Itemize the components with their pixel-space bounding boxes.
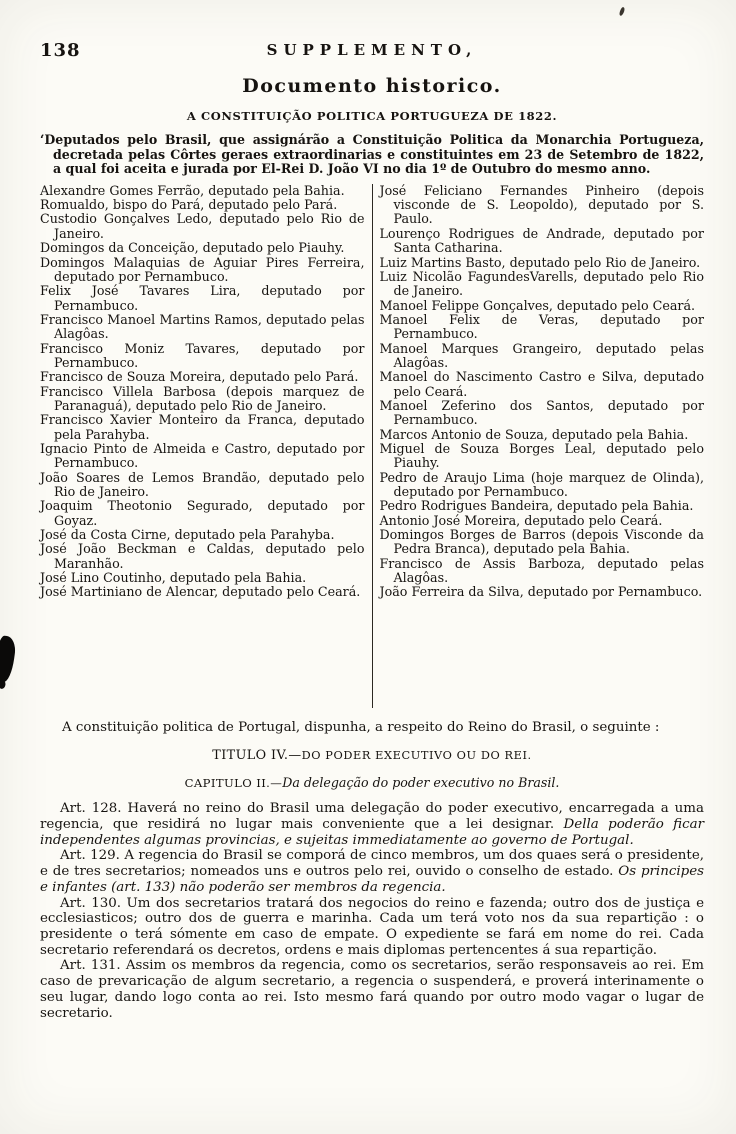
article-paragraph (40, 896, 704, 959)
deputy-entry: Custodio Gonçalves Ledo, deputado pelo Rio de Janeiro. (40, 211, 365, 241)
deputy-entry: Francisco Xavier Monteiro da Franca, deputado pela Parahyba. (40, 412, 365, 442)
titulo-label: TITULO IV.— (212, 748, 302, 764)
capitulo-label: CAPITULO II.— (184, 776, 283, 791)
deputy-entry: Manoel Marques Grangeiro, deputado pelas Alagôas. (379, 340, 704, 370)
article-text: Art. 129. A regencia do Brasil se comporá de cinco membros, um dos quaes será o presidente, e de tres secretarios; nomeados uns e outros pelo rei, ouvido o conselho de estado. (40, 848, 704, 880)
deputy-entry: José da Costa Cirne, deputado pela Parahyba. (40, 527, 335, 543)
deputy-entry: Marcos Antonio de Souza, deputado pela Bahia. (379, 426, 689, 442)
deputy-entry: Francisco Moniz Tavares, deputado por Pernambuco. (40, 340, 365, 370)
article-paragraph (40, 801, 704, 848)
deputy-entry: Alexandre Gomes Ferrão, deputado pela Bahia. (40, 182, 345, 198)
supplement-header: SUPPLEMENTO, (266, 41, 478, 59)
deputies-right-column (373, 184, 705, 708)
deputies-left-column (40, 184, 372, 708)
deputy-entry: José João Beckman e Caldas, deputado pelo Maranhão. (40, 541, 365, 571)
titulo-title: DO PODER EXECUTIVO OU DO REI. (301, 749, 532, 763)
article-text-italic: Della poderão ficar independentes algumas provincias, e sujeitas immediatamente ao governo de Portugal. (40, 817, 705, 848)
deputy-entry: Manoel Zeferino dos Santos, deputado por Pernambuco. (379, 397, 704, 428)
deputy-entry: Ignacio Pinto de Almeida e Castro, deputado por Pernambuco. (40, 440, 365, 471)
deputy-entry: Miguel de Souza Borges Leal, deputado pelo Piauhy. (379, 440, 704, 471)
deputy-entry: Domingos da Conceição, deputado pelo Piauhy. (40, 240, 345, 256)
deputy-entry: Manoel Felippe Gonçalves, deputado pelo Ceará. (379, 297, 696, 313)
capitulo-title: Da delegação do poder executivo no Brasil. (282, 775, 560, 791)
article-text-italic: Os principes e infantes (art. 133) não poderão ser membros da regencia. (40, 864, 704, 895)
deputy-entry: Manoel do Nascimento Castro e Silva, deputado pelo Ceará. (379, 369, 704, 399)
deputy-entry: Pedro Rodrigues Bandeira, deputado pela Bahia. (379, 498, 694, 514)
article-paragraph (40, 848, 704, 895)
deputy-entry: Manoel Felix de Veras, deputado por Pernambuco. (379, 311, 704, 342)
deputy-entry: Francisco Manoel Martins Ramos, deputado pelas Alagôas. (40, 311, 365, 342)
article-text: Art. 131. Assim os membros da regencia, como os secretarios, serão responsaveis ao rei. Em caso de prevaricação de algum secretario, a regencia o suspenderá, e proverá interinamente o seu lugar, dando logo conta ao rei. Isto mesmo fará quando por outro modo vagar o lugar de secretario. (40, 958, 704, 1021)
deputies-columns (40, 184, 704, 708)
deputy-entry: João Soares de Lemos Brandão, deputado pelo Rio de Janeiro. (40, 469, 365, 499)
page-number: 138 (40, 40, 81, 61)
article-paragraph (40, 958, 704, 1021)
articles-section (40, 801, 704, 1021)
deputy-entry: Francisco de Souza Moreira, deputado pelo Pará. (40, 369, 359, 385)
article-text: Art. 130. Um dos secretarios tratará dos negocios do reino e fazenda; outro dos de justiça e ecclesiasticos; outro dos de guerra e marinha. Cada um terá voto nos da sua repartição : o presidente o terá sómente em caso de empate. O expediente se fará em nome do rei. Cada secretario referendará os decretos, ordens e mais diplomas pertencentes á sua repartição. (40, 895, 704, 958)
deputy-entry: Pedro de Araujo Lima (hoje marquez de Olinda), deputado por Pernambuco. (379, 469, 704, 499)
deputy-entry: Antonio José Moreira, deputado pelo Ceará. (379, 512, 663, 528)
deputy-entry: Francisco Villela Barbosa (depois marquez de Paranaguá), deputado pelo Rio de Janeiro. (40, 383, 365, 413)
deputy-entry: José Feliciano Fernandes Pinheiro (depois visconde de S. Leopoldo), deputado por S. Paulo. (379, 182, 704, 227)
deputy-entry: Domingos Malaquias de Aguiar Pires Ferreira, deputado por Pernambuco. (40, 254, 365, 284)
deputy-entry: Domingos Borges de Barros (depois Visconde da Pedra Branca), deputado pela Bahia. (379, 527, 704, 557)
deputy-entry: Romualdo, bispo do Pará, deputado pelo Pará. (40, 197, 338, 213)
page-header (40, 40, 704, 64)
deputy-entry: Luiz Martins Basto, deputado pelo Rio de Janeiro. (379, 254, 701, 270)
deputy-entry: Luiz Nicolão FagundesVarells, deputado pelo Rio de Janeiro. (379, 268, 704, 299)
intro-paragraph: ‘Deputados pelo Brasil, que assignárão a Constituição Politica da Monarchia Portugueza, decretada pelas Côrtes geraes extraordinarias e constituintes em 23 de Setembro de 1822, a qual foi aceita e jurada por El-Rei D. João VI no dia 1º de Outubro do mesmo anno. (40, 132, 704, 177)
document-subtitle: A CONSTITUIÇÃO POLITICA PORTUGUEZA DE 1822. (186, 109, 558, 123)
deputy-entry: Joaquim Theotonio Segurado, deputado por Goyaz. (40, 498, 365, 528)
deputy-entry: Lourenço Rodrigues de Andrade, deputado por Santa Catharina. (379, 225, 704, 256)
lead-paragraph: A constituição politica de Portugal, dispunha, a respeito do Reino do Brasil, o seguinte : (62, 719, 660, 735)
deputy-entry: Felix José Tavares Lira, deputado por Pernambuco. (40, 283, 365, 313)
capitulo-heading (40, 775, 704, 790)
article-text: Art. 128. Haverá no reino do Brasil uma delegação do poder executivo, encarregada a uma regencia, que residirá no lugar mais conveniente que a lei designar. (40, 801, 704, 833)
deputy-entry: José Lino Coutinho, deputado pela Bahia. (40, 570, 307, 586)
document-title: Documento historico. (242, 75, 502, 97)
deputy-entry: José Martiniano de Alencar, deputado pelo Ceará. (40, 584, 361, 600)
deputy-entry: João Ferreira da Silva, deputado por Pernambuco. (379, 584, 703, 600)
deputy-entry: Francisco de Assis Barboza, deputado pelas Alagôas. (379, 555, 704, 586)
titulo-heading (40, 748, 704, 763)
